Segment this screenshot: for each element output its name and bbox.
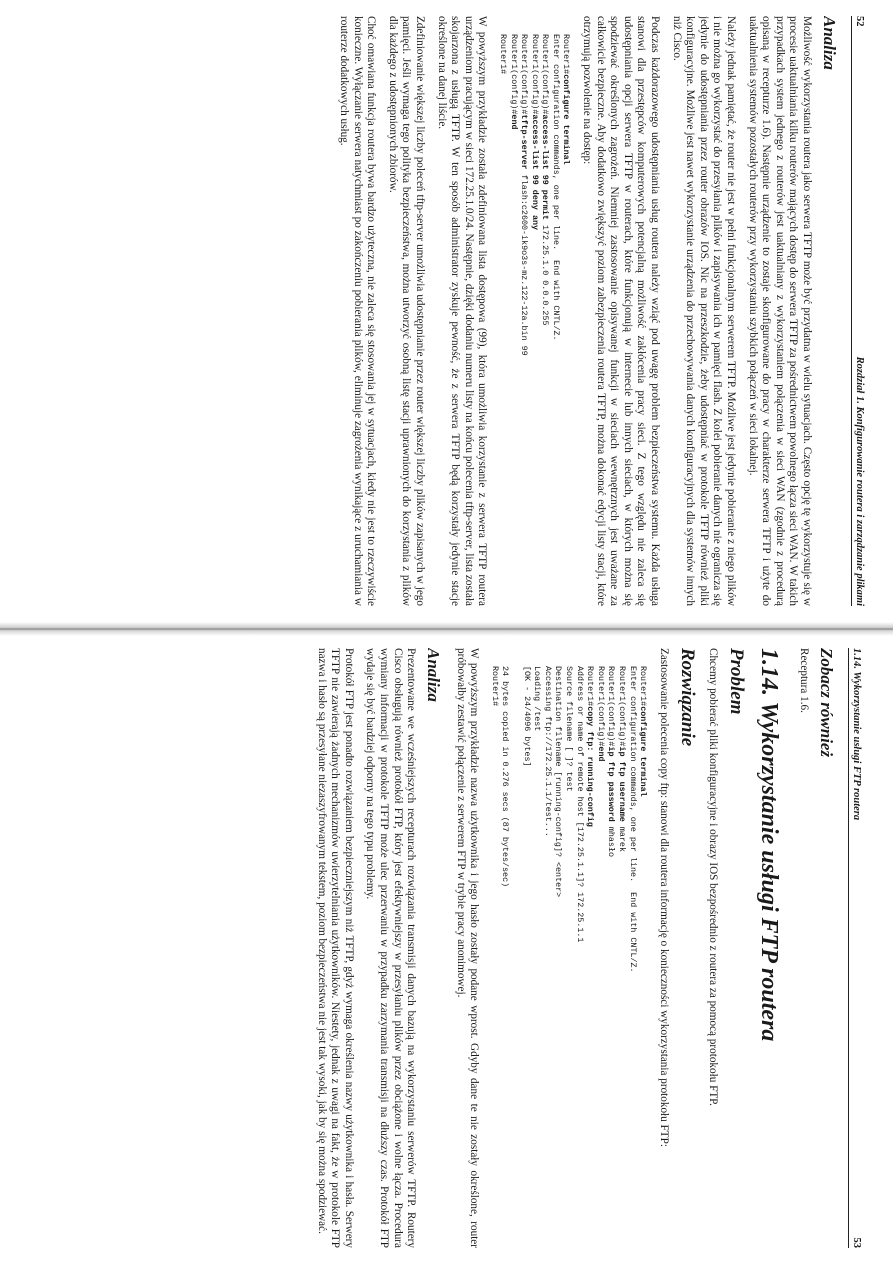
paragraph: Protokół FTP jest ponadto rozwiązaniem bezpieczniejszym niż TFTP, gdyż wymaga określenia nazwy użytkownika i hasła. Serwery TFTP nie zawierają żadnych mechanizmów uwierzytelniania użytkowników. Niestety, jednak z uwagi na fakt, że w protokole FTP nazwa i hasło są przesyłane niezaszyfrowanym tekstem, poziom bezpieczeństwa nie jest tak wysoki, jak by się można spodziewać. (315, 648, 355, 1248)
problem-text: Chcemy pobierać pliki konfiguracyjne i obrazy IOS bezpośrednio z routera za pomocą protokołu FTP. (707, 648, 720, 1106)
running-header: Rozdział 1. Konfigurowanie routera i zarządzanie plikami (854, 356, 865, 606)
see-also-text: Receptura 1.6. (798, 648, 810, 713)
paragraph: W powyższym przykładzie została zdefiniowana lista dostępowa (99), która umożliwia korzystanie z serwera TFTP routera urządzeniom pracującym w sieci 172.25.1.0/24. Następnie, dzięki dodaniu numeru listy na końcu polecenia tftp-server, lista została skojarzona z usługą TFTP. W ten sposób administrator zyskuje pewność, że z serwera TFTP będą korzystały jedynie stacje określone na danej liście. (435, 16, 489, 606)
code-line: Enter configuration commands, one per line. End with CNTL/Z. (627, 666, 638, 973)
paragraph: Zdefiniowanie większej liczby poleceń tftp-server umożliwia udostępnianie przez router większej liczby plików zapisanych w jego pamięci. Jeśli wymaga tego polityka bezpieczeństwa, można utworzyć osobną listę stacji uprawnionych do korzystania z plików dla każdego z udostępnionych zbiorów. (386, 16, 426, 606)
code-line: Router1(config)#ip ftp username marek (617, 666, 628, 852)
code-line: Router1(config)#tftp-server flash:c2600-ik9o3s-mz.122-12a.bin 99 (519, 34, 530, 356)
code-line: Router1(config)#end (595, 666, 606, 762)
page-52-header (851, 16, 865, 606)
see-also-heading: Zobacz również (817, 648, 836, 758)
code-line: Router1#configure terminal (638, 666, 649, 797)
page-53-header (848, 648, 862, 1248)
code-listing (489, 666, 648, 1248)
running-header: 1.14. Wykorzystanie usługi FTP routera (851, 648, 862, 821)
code-line: Router1#copy ftp: running-config (585, 666, 596, 827)
code-line: Router1(config)#ip ftp password mhasło (606, 666, 617, 857)
solution-text: Zastosowanie polecenia copy ftp: stanowi dla routera informację o konieczności wykorzystania protokołu FTP: (657, 648, 670, 1147)
code-line: Router1(config)#access-list 99 permit 172.25.1.0 0.0.0.255 (540, 34, 551, 326)
code-line: Accessing ftp://172.25.1.1/test... (542, 666, 553, 837)
solution-heading: Rozwiązanie (676, 648, 698, 747)
paragraph: Możliwość wykorzystania routera jako serwera TFTP może być przydatna w wielu sytuacjach. Często opcję tę wykorzystuje się w procesie uaktualniania kilku routerów mających dostęp do serwera TFTP za pośrednictwem powolnego łącza sieci WAN. W takich przypadkach system jednego z routerów jest uaktualniany z wykorzystaniem połączenia w sieci WAN (zgodnie z procedurą opisaną w recepturze 1.6). Następnie urządzenie to zostaje skonfigurowane do pracy w charakterze serwera TFTP i użyte do uaktualnienia systemów pozostałych routerów przy wykorzystaniu szybkich połączeń w sieci lokalnej. (746, 16, 813, 606)
code-line: Router1# (497, 34, 508, 75)
code-line: Enter configuration commands, one per line. End with CNTL/Z. (550, 34, 561, 341)
paragraph: Choć omawiana funkcja routera bywa bardzo użyteczna, nie zaleca się stosowania jej w sytuacjach, kiedy nie jest to rzeczywiście konieczne. Wyłączanie serwera natychmiast po zakończeniu pobierania plików, eliminuje zagrożenia wynikające z uruchamiania w routerze dodatkowych usług. (338, 16, 378, 606)
code-line: Address or name of remote host [172.25.1.1]? 172.25.1.1 (574, 666, 585, 943)
paragraph: Należy jednak pamiętać, że router nie jest w pełni funkcjonalnym serwerem TFTP. Możliwe jest jedynie pobieranie z niego plików i nie można go wykorzystać do przesyłania plików i zapisywania ich w pamięci flash. Z kolei pobieranie danych nie ogranicza się jedynie do udostępniania przez router obrazów IOS. Nic na przeszkodzie, żeby udostępniać w protokole TFTP również pliki konfiguracyjne. Możliwe jest nawet wykorzystanie urządzenia do przechowywania danych konfiguracyjnych dla systemów innych niż Cisco. (670, 16, 738, 606)
recipe-title: 1.14. Wykorzystanie usługi FTP routera (756, 648, 783, 1042)
page-number: 52 (854, 16, 865, 27)
code-line: Destination filename [running-config]? <enter> (553, 666, 564, 898)
paragraph: Prezentowane we wcześniejszych recepturach rozwiązania transmisji danych bazują na wykorzystaniu serwerów TFTP. Routery Cisco obsługują również protokół FTP, który jest efektywniejszy w przesyłaniu plików przez obciążone i wolne łącza. Procedura wymiany informacji w protokole TFTP może ulec przerwaniu w przypadku zarzymania transmisji na dłuższy czas. Protokół FTP wydaje się być bardziej odporny na tego typu problemy. (364, 648, 418, 1248)
code-line: 24 bytes copied in 0.276 secs (87 bytes/sec) (500, 666, 511, 888)
paragraph: W powyższym przykładzie nazwa użytkownika i jego hasło zostały podane wprost. Gdyby dane te nie zostały określone, router próbowałby zestawić połączenie z serwerem FTP w trybie pracy anonimowej. (454, 648, 481, 1248)
analysis-heading: Analiza (424, 648, 444, 702)
code-line: Router1# (489, 666, 500, 707)
code-line: Router1(config)#end (508, 34, 519, 130)
code-line: Source filename [ ]? test (564, 666, 575, 792)
code-listing (497, 34, 571, 606)
code-line: Loading /test (532, 666, 543, 732)
problem-heading: Problem (726, 648, 748, 715)
code-line: [OK - 24/4096 bytes] (521, 666, 532, 767)
code-line: Router1(config)#access-list 99 deny any (529, 34, 540, 231)
code-line: Router1#configure terminal (561, 34, 572, 165)
paragraph: Podczas każdorazowego udostępniania usług routera należy wziąć pod uwagę problem bezpieczeństwa systemu. Każda usługa stanowi dla przestępców komputerowych potencjalną możliwość zakłócenia pracy sieci. Z tego względu nie zaleca się udostępniania opcji serwera TFTP w routerach, które funkcjonują w internecie lub innych sieciach, w których można się spodziewać określonych zagrożeń. Niemniej zastosowanie opisywanej funkcji w sieciach wewnętrznych jest uważane za całkowicie bezpieczne. Aby dodatkowo zwiększyć poziom zabezpieczenia routera TFTP, można dokonać edycji listy stacji, które otrzymują pozwolenie na dostęp: (581, 16, 662, 606)
page-52 (35, 16, 865, 606)
page-number: 53 (851, 1237, 862, 1248)
page-53 (32, 648, 862, 1248)
section-heading-analiza: Analiza (820, 16, 839, 70)
page-fold-divider (0, 622, 893, 636)
